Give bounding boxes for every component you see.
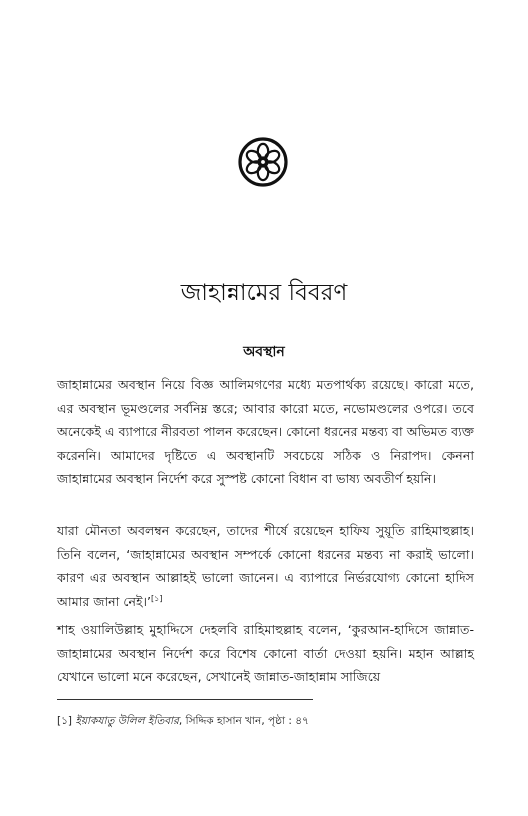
chapter-title: জাহান্নামের বিবরণ — [180, 280, 348, 306]
paragraph-text: শাহ ওয়ালিউল্লাহ মুহাদ্দিসে দেহলবি রাহিমাহুল্লাহ বলেন, ‘কুরআন-হাদিসে জান্নাত-জাহান্নামের অবস্থান নির্দেশ করে বিশেষ কোনো বার্তা দেওয়া হয়নি। মহান আল্লাহ যেখানে ভালো মনে করেছেন, সেখানেই জান্নাত-জাহান্নাম সাজিয়ে — [57, 622, 474, 685]
footnote-source-title: ইয়াকযাতু উলিল ইতিবার — [75, 715, 179, 727]
footnote-reference-link[interactable]: [১] — [151, 593, 163, 603]
lotus-flower-icon — [238, 137, 288, 187]
body-paragraph-3 — [57, 618, 474, 689]
section-heading: অবস্থান — [243, 344, 285, 360]
footnote-details: , সিদ্দিক হাসান খান, পৃষ্ঠা : ৪৭ — [178, 715, 309, 727]
paragraph-text: যারা মৌনতা অবলম্বন করেছেন, তাদের শীর্ষে রয়েছেন হাফিয সুয়ূতি রাহিমাহুল্লাহ। তিনি বলেন, ‘জাহান্নামের অবস্থান সম্পর্কে কোনো ধরনের মন্তব্য না করাই ভালো। কারণ এর অবস্থান আল্লাহই ভালো জানেন। এ ব্যাপারে নির্ভরযোগ্য কোনো হাদিস আমার জানা নেই।’ — [57, 523, 474, 609]
paragraph-text: জাহান্নামের অবস্থান নিয়ে বিজ্ঞ আলিমগণের মধ্যে মতপার্থক্য রয়েছে। কারো মতে, এর অবস্থান ভূমণ্ডলের সর্বনিম্ন স্তরে; আবার কারো মতে, নভোমণ্ডলের ওপরে। তবে অনেকেই এ ব্যাপারে নীরবতা পালন করেছেন। কোনো ধরনের মন্তব্য বা অভিমত ব্যক্ত করেননি। আমাদের দৃষ্টিতে এ অবস্থানটি সবচেয়ে সঠিক ও নিরাপদ। কেননা জাহান্নামের অবস্থান নির্দেশ করে সুস্পষ্ট কোনো বিধান বা ভাষ্য অবতীর্ণ হয়নি। — [57, 377, 474, 487]
body-paragraph-1 — [57, 373, 474, 491]
footnote — [57, 713, 474, 729]
footnote-marker: [১] — [57, 715, 73, 727]
body-paragraph-2 — [57, 519, 474, 613]
footnote-divider — [57, 699, 313, 700]
